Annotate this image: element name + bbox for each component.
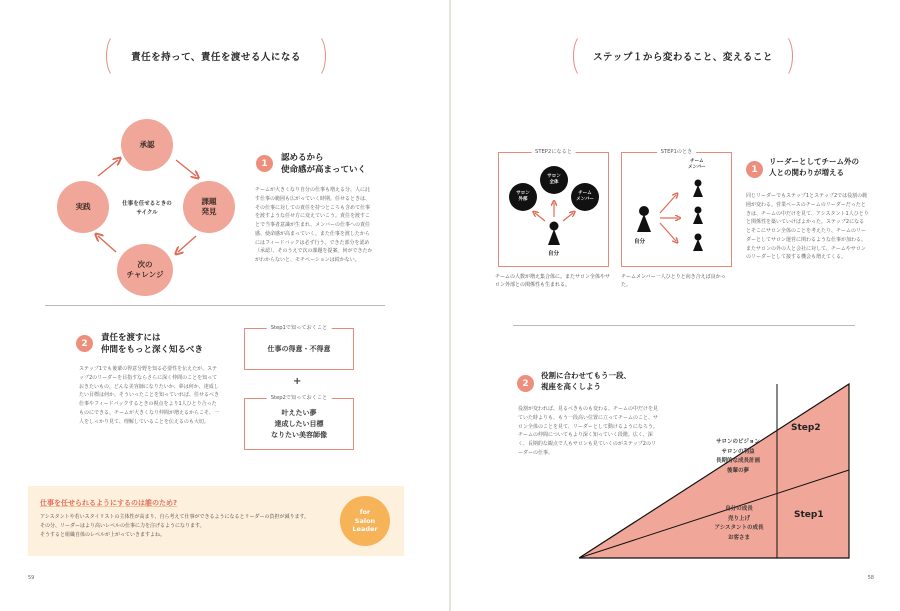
section1-body: チームが大きくなり自分の仕事も増える分、人に託す仕事の範囲も広がっていく時期。任せるときは、その仕事に対しての責任を持つところも含めて仕事を渡すような任せ方に変えていこう。責任を渡すことで当事者意識が生まれ、メンバーの仕事への責任感、使命感が高まっていく。また仕事を渡したからにはフィードバックは必ず行う。できた部分を認め（承認）、そのうえで次の課題を提案。何ができたかがわからないと、モチベーションは続かない。 <box>255 187 373 263</box>
note-body: アシスタントや若いスタイリストの主体性が高まり、自ら考えて仕事ができるようになるとリーダーの負担が減ります。 その分、リーダーはより高いレベルの仕事に力を注げるようになります。 そうすると組織自体のレベルが上がっていきますよね。 <box>40 514 310 538</box>
plus-sign: + <box>293 376 302 387</box>
right-page-number: 58 <box>867 575 874 581</box>
step1-self-label: 自分 <box>634 239 646 245</box>
step2-caption: チームの人数が増え集合体に。またサロン全体やサロン外部との関係性も生まれる。 <box>495 274 611 288</box>
left-title-text: 責任を持って、責任を渡せる人になる <box>131 52 301 63</box>
right-page <box>451 0 900 611</box>
step2-know-label: Step2で知っておくこと <box>267 394 332 401</box>
section2-body: ステップ1でも後輩の得意分野を知る必要性を伝えたが、ステップ2のリーダーを目指すならさらに深く仲間のことを知っておきたいもの。どんな美容師になりたいか、夢は何か、達成したい目標は何か。そういったことを知っていれば、任せるべき仕事やフィードバックするときの視点をより1人ひとり合ったものにできる。チームが大きくなり仲間が増えるからこそ、一人をしっかり見て、理解していることを伝えるのも大切。 <box>79 366 220 425</box>
step2-know-box <box>244 395 354 450</box>
right-section1-number: 1 <box>746 161 763 178</box>
step1-know-box <box>244 325 354 370</box>
cycle-node-practice-label: 実践 <box>75 201 91 211</box>
left-page-number: 59 <box>28 575 35 581</box>
section1-heading: 認めるから 使命感が高まっていく <box>281 153 367 176</box>
right-divider <box>513 325 855 326</box>
step2-self-label: 自分 <box>547 251 559 257</box>
node-team-members-label: チーム メンバー <box>576 191 594 202</box>
arrow-approval-to-issue <box>176 160 196 176</box>
node-salon-whole-label: サロン 全体 <box>547 174 561 185</box>
member-figure-1 <box>693 180 703 198</box>
step1-figures-and-arrows <box>622 153 730 265</box>
pyramid-step2-label: Step2 <box>791 423 821 433</box>
cycle-node-issue-label: 課題 発見 <box>201 196 217 216</box>
section1-number: 1 <box>256 155 273 172</box>
salon-leader-badge <box>340 496 390 546</box>
member-figure-2 <box>693 207 703 225</box>
pyramid-step2-items: サロンのビジョン サロンの利益 長期的な成長計画 後輩の夢 <box>715 439 760 474</box>
section2-heading: 責任を渡すには 仲間をもっと深く知るべき <box>101 333 204 356</box>
right-section2-number: 2 <box>517 375 534 392</box>
step2-diagram-label: STEP2になると <box>531 148 576 155</box>
step1-diagram-box <box>621 149 732 267</box>
cycle-center-label: 仕事を任せるときの サイクル <box>122 201 172 216</box>
right-section1-body: 同じリーダーでもステップ1とステップ2では役割の範囲が変わる。営業ベースのチームのリーダーだったときは、チームの中だけを見て、アシスタント1人ひとりと関係性を築いていけばよかった。ステップ2になるとそこにサロン全体のことを考えたり、チームのリーダーとしてサロン運営に関わるような仕事が加わる。またサロンの外の人と会社に対して、チームやサロンのリーダーとして接する機会も増えてくる。 <box>746 193 869 261</box>
arrow-to-member-3 <box>660 223 676 241</box>
arrow-to-team <box>563 213 573 221</box>
left-page <box>0 0 449 611</box>
step1-self-figure <box>637 206 651 232</box>
section2-number: 2 <box>76 335 93 352</box>
arrow-issue-to-challenge <box>178 236 196 252</box>
right-section2-body: 役割が変われば、見るべきものも変わる。チームの中だけを見ていた時よりも、もう一段高い位置に立ってチームのこと、サロン全体のことを見て、リーダーとして動けるようになろう。チームの仲間についてもより深く知っていく段階。広く、深く、長期的な観点で人もサロンも見ていくのがステップ2のリーダーの仕事。 <box>518 406 659 456</box>
right-bracket-r <box>773 34 793 78</box>
step1-know-text: 仕事の得意・不得意 <box>267 345 331 353</box>
left-page-title <box>106 34 326 78</box>
step1-caption: チームメンバー一人ひとりと向き合えば良かった。 <box>621 274 726 288</box>
arrow-practice-to-approval <box>98 160 118 176</box>
left-divider <box>45 305 385 306</box>
right-section1-heading: リーダーとしてチーム外の 人との関わりが増える <box>769 157 859 177</box>
self-figure <box>548 222 560 246</box>
step1-diagram-label: STEP1のとき <box>657 148 697 155</box>
salon-leader-badge-text: for Salon Leader <box>352 507 378 534</box>
arrow-challenge-to-practice <box>98 236 116 252</box>
note-panel <box>28 486 404 556</box>
right-bracket <box>306 34 326 78</box>
step2-diagram-box <box>498 149 609 267</box>
cycle-arrows <box>90 150 220 270</box>
arrow-to-external <box>535 213 545 221</box>
cycle-node-challenge-label: 次の チャレンジ <box>126 259 164 279</box>
cycle-node-approval-label: 承認 <box>139 139 155 149</box>
left-bracket-r <box>573 34 593 78</box>
right-title-text: ステップ１から変わること、変えること <box>593 52 773 63</box>
arrow-to-member-1 <box>660 195 676 213</box>
node-salon-external-label: サロン 外部 <box>516 191 530 202</box>
pyramid-step1-items: 自分の成長 売り上げ アシスタントの成長 お客さま <box>714 506 764 541</box>
right-page-title <box>573 34 793 78</box>
step1-team-label: チーム メンバー <box>688 159 706 170</box>
note-heading: 仕事を任せられるようにするのは誰のため? <box>40 499 178 507</box>
step2-know-text: 叶えたい夢 達成したい目標 なりたい美容師像 <box>271 409 327 439</box>
pyramid-step1-label: Step1 <box>794 510 824 520</box>
right-section2-heading: 役割に合わせてもう一段、 視座を高くしよう <box>541 371 631 391</box>
left-bracket <box>106 34 126 78</box>
member-figure-3 <box>693 234 703 252</box>
step1-know-label: Step1で知っておくこと <box>267 324 332 331</box>
